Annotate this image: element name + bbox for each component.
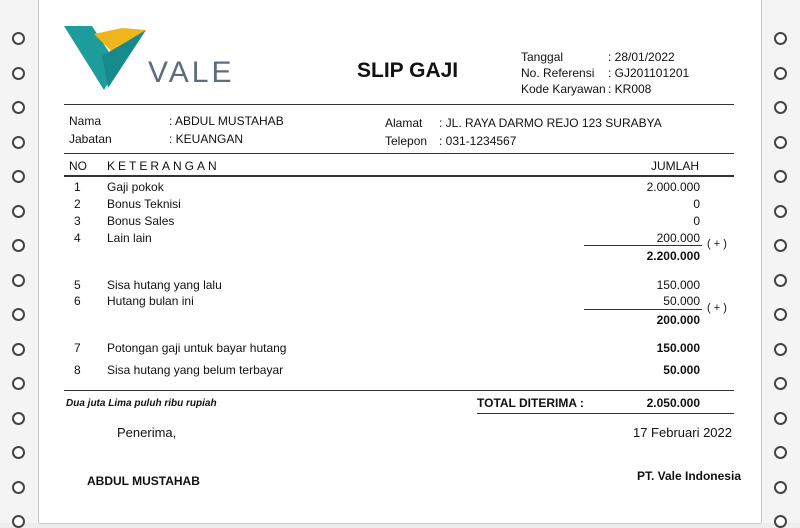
tractor-hole-icon [774, 274, 787, 287]
row-desc: Sisa hutang yang belum terbayar [107, 363, 284, 377]
tractor-hole-icon [774, 136, 787, 149]
table-header-divider [64, 175, 734, 177]
col-header-jumlah: JUMLAH [651, 159, 700, 173]
tractor-hole-icon [774, 377, 787, 390]
jabatan-label: Jabatan [69, 132, 112, 146]
subtotal-line [584, 309, 702, 310]
amount-in-words: Dua juta Lima puluh ribu rupiah [66, 398, 217, 409]
row-amount: 0 [693, 214, 700, 228]
tractor-hole-icon [12, 136, 25, 149]
tractor-hole-icon [774, 101, 787, 114]
row-amount: 150.000 [656, 278, 700, 292]
row-desc: Potongan gaji untuk bayar hutang [107, 341, 287, 355]
tractor-hole-icon [12, 412, 25, 425]
row-desc: Sisa hutang yang lalu [107, 278, 222, 292]
tractor-hole-icon [774, 481, 787, 494]
row-amount: 50.000 [663, 363, 700, 377]
tractor-hole-icon [12, 67, 25, 80]
total-value: 2.050.000 [646, 396, 700, 410]
row-amount: 200.000 [656, 231, 700, 245]
row-desc: Hutang bulan ini [107, 294, 194, 308]
tractor-hole-icon [774, 170, 787, 183]
tractor-hole-icon [12, 343, 25, 356]
tractor-hole-icon [774, 515, 787, 528]
page-title: SLIP GAJI [357, 59, 459, 82]
plus-sign: ( + ) [707, 238, 727, 250]
tractor-hole-icon [774, 32, 787, 45]
tractor-hole-icon [774, 205, 787, 218]
nama-label: Nama [69, 114, 102, 128]
tractor-hole-icon [12, 239, 25, 252]
row-no: 2 [74, 197, 81, 211]
receiver-name: ABDUL MUSTAHAB [87, 474, 200, 488]
vale-logo-icon [64, 26, 154, 92]
row-desc: Bonus Sales [107, 214, 175, 228]
row-desc: Lain lain [107, 231, 152, 245]
company-name: PT. Vale Indonesia [636, 469, 741, 483]
meta-label-tanggal: Tanggal [521, 50, 564, 64]
receiver-label: Penerima, [117, 425, 177, 440]
tractor-hole-icon [12, 170, 25, 183]
table-top-divider [64, 153, 734, 154]
row-desc: Gaji pokok [107, 180, 164, 194]
logo-text: VALE [148, 56, 235, 89]
row-no: 6 [74, 294, 81, 308]
col-header-no: NO [69, 159, 87, 173]
subtotal-line [584, 245, 702, 246]
tractor-hole-icon [12, 274, 25, 287]
meta-label-referensi: No. Referensi [521, 66, 595, 80]
meta-value-referensi: : GJ201101201 [608, 66, 690, 80]
plus-sign: ( + ) [707, 302, 727, 314]
tractor-hole-icon [774, 308, 787, 321]
alamat-value: : JL. RAYA DARMO REJO 123 SURABYA [439, 116, 662, 130]
row-desc: Bonus Teknisi [107, 197, 181, 211]
header-divider [64, 104, 734, 105]
tractor-hole-icon [774, 343, 787, 356]
row-no: 5 [74, 278, 81, 292]
tractor-hole-icon [774, 446, 787, 459]
row-no: 8 [74, 363, 81, 377]
tractor-hole-icon [774, 67, 787, 80]
tractor-hole-icon [12, 101, 25, 114]
row-no: 7 [74, 341, 81, 355]
total-label: TOTAL DITERIMA : [477, 396, 584, 410]
row-no: 3 [74, 214, 81, 228]
total-bottom-divider [477, 413, 734, 414]
meta-label-kode: Kode Karyawan [521, 82, 606, 96]
tractor-hole-icon [774, 412, 787, 425]
tractor-strip-right [761, 0, 800, 523]
alamat-label: Alamat [385, 116, 423, 130]
tractor-strip-left [0, 0, 39, 523]
jabatan-value: : KEUANGAN [169, 132, 244, 146]
telepon-label: Telepon [385, 134, 428, 148]
row-amount: 2.000.000 [646, 180, 700, 194]
tractor-hole-icon [12, 377, 25, 390]
tractor-hole-icon [12, 32, 25, 45]
total-top-divider [64, 390, 734, 391]
meta-value-kode: : KR008 [608, 82, 652, 96]
tractor-hole-icon [12, 308, 25, 321]
row-no: 4 [74, 231, 81, 245]
tractor-hole-icon [12, 515, 25, 528]
tractor-hole-icon [12, 205, 25, 218]
col-header-keterangan: KETERANGAN [107, 159, 220, 173]
row-no: 1 [74, 180, 81, 194]
salary-slip [39, 0, 761, 524]
slip-date: 17 Februari 2022 [632, 425, 732, 440]
row-amount: 0 [693, 197, 700, 211]
subtotal-debt: 200.000 [656, 313, 700, 327]
row-amount: 150.000 [656, 341, 700, 355]
tractor-hole-icon [12, 446, 25, 459]
telepon-value: : 031-1234567 [439, 134, 517, 148]
subtotal-income: 2.200.000 [646, 249, 700, 263]
nama-value: : ABDUL MUSTAHAB [169, 114, 284, 128]
meta-value-tanggal: : 28/01/2022 [608, 50, 675, 64]
tractor-hole-icon [12, 481, 25, 494]
row-amount: 50.000 [663, 294, 700, 308]
tractor-hole-icon [774, 239, 787, 252]
